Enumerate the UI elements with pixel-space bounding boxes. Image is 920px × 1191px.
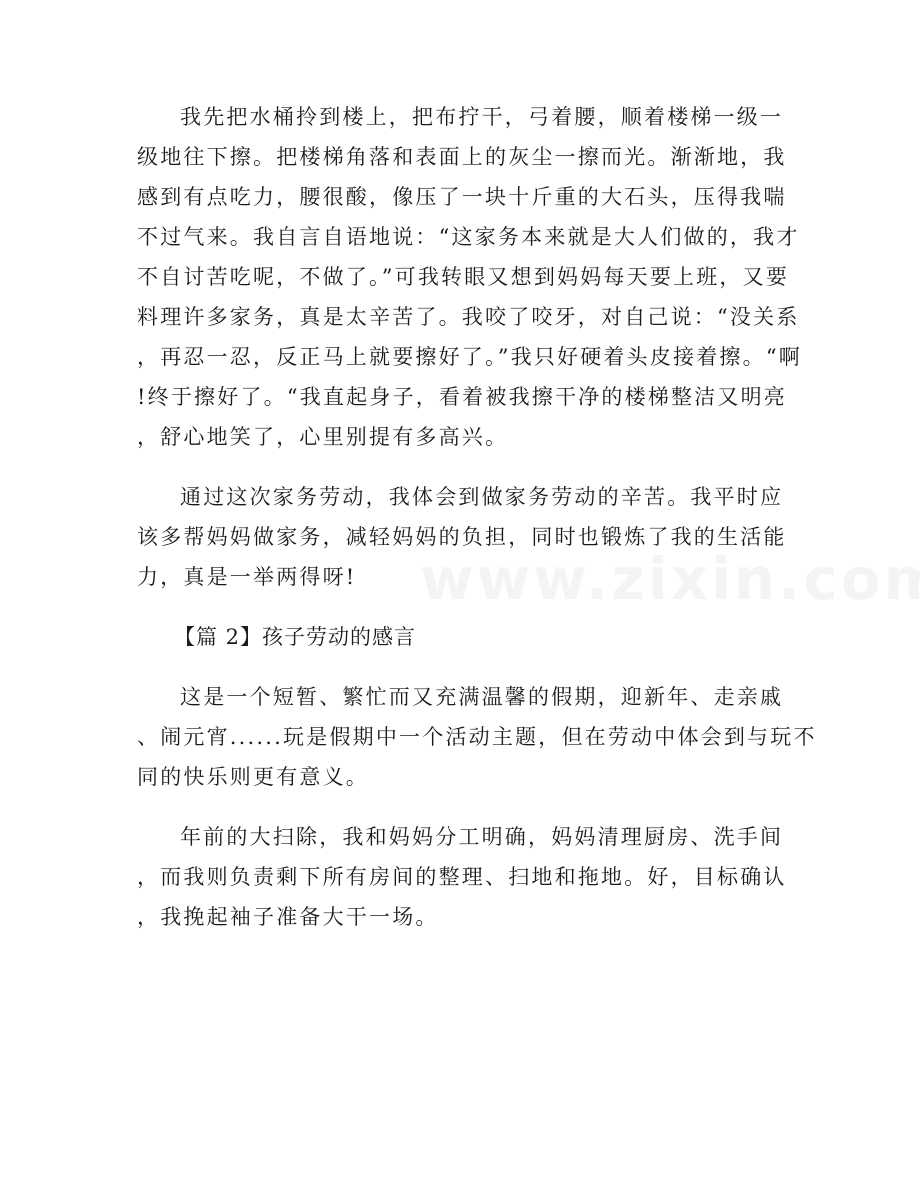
paragraph-spacer [137, 797, 787, 817]
text-line: 年前的大扫除，我和妈妈分工明确，妈妈清理厨房、洗手间 [180, 825, 784, 849]
paragraph-3 [137, 677, 817, 797]
text-line: ，舒心地笑了，心里别提有多高兴。 [137, 425, 509, 449]
section-heading: 【篇 2】孩子劳动的感言 [174, 625, 417, 649]
paragraph-2 [137, 477, 787, 597]
text-line: 该多帮妈妈做家务，减轻妈妈的负担，同时也锻炼了我的生活能 [137, 525, 787, 549]
text-line: 感到有点吃力，腰很酸，像压了一块十斤重的大石头，压得我喘 [137, 185, 787, 209]
text-line: 力，真是一举两得呀! [137, 565, 357, 589]
text-line: 不自讨苦吃呢，不做了。”可我转眼又想到妈妈每天要上班，又要 [137, 265, 790, 289]
text-line: 料理许多家务，真是太辛苦了。我咬了咬牙，对自己说：“没关系 [137, 305, 800, 329]
text-line: !终于擦好了。“我直起身子，看着被我擦干净的楼梯整洁又明亮 [137, 385, 787, 409]
paragraph-4 [137, 817, 787, 937]
text-line: 不过气来。我自言自语地说：“这家务本来就是大人们做的，我才 [137, 225, 800, 249]
text-line: ，我挽起袖子准备大干一场。 [137, 905, 439, 929]
text-line: 通过这次家务劳动，我体会到做家务劳动的辛苦。我平时应 [180, 485, 784, 509]
paragraph-spacer [137, 597, 787, 617]
text-line: 级地往下擦。把楼梯角落和表面上的灰尘一擦而光。渐渐地，我 [137, 145, 787, 169]
text-line: 、闹元宵......玩是假期中一个活动主题，但在劳动中体会到与玩不 [137, 725, 817, 749]
text-line: 这是一个短暂、繁忙而又充满温馨的假期，迎新年、走亲戚 [180, 685, 784, 709]
document-page [137, 97, 817, 937]
text-line: ，再忍一忍，反正马上就要擦好了。”我只好硬着头皮接着擦。“啊 [137, 345, 802, 369]
text-line: ，而我则负责剩下所有房间的整理、扫地和拖地。好，目标确认 [137, 865, 787, 889]
text-line: 同的快乐则更有意义。 [137, 765, 369, 789]
paragraph-spacer [137, 657, 787, 677]
paragraph-1 [137, 97, 802, 457]
text-line: 我先把水桶拎到楼上，把布拧干，弓着腰，顺着楼梯一级一 [180, 105, 784, 129]
paragraph-spacer [137, 457, 787, 477]
